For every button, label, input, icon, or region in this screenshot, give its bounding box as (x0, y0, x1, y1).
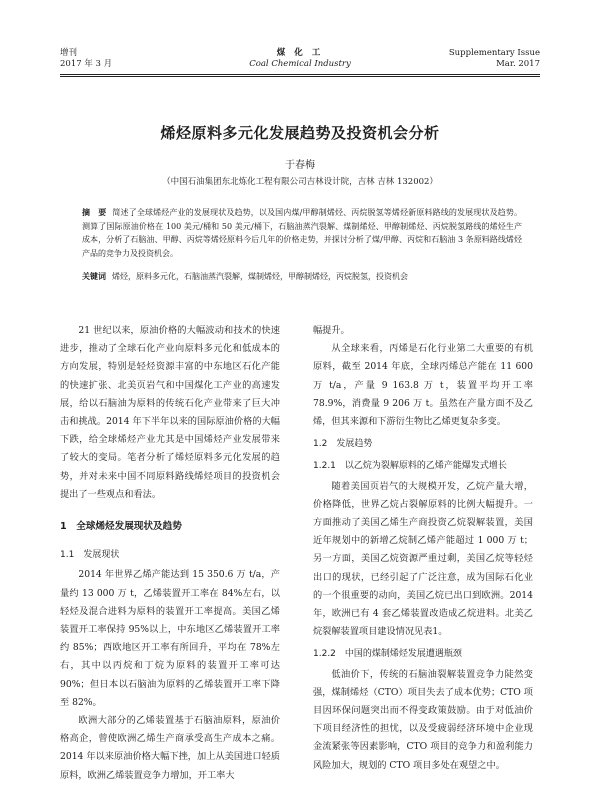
author-affiliation: （中国石油集团东北炼化工程有限公司吉林设计院，吉林 吉林 132002） (162, 177, 438, 187)
body-paragraph: 欧洲大部分的乙烯装置基于石脑油原料，原油价格高企，曾使欧洲乙烯生产商承受高生产成本之痛。2014 年以来原油价格大幅下挫，加上从美国进口轻质原料，欧洲乙烯装置竞争力增加，开工率大 (60, 715, 280, 781)
right-column (313, 322, 533, 775)
journal-name-en: Coal Chemical Industry (249, 59, 351, 69)
subsection-heading: 1.1 发展现状 (60, 550, 120, 561)
keywords-label: 关键词 (82, 272, 106, 281)
body-paragraph: 从全球来看，丙烯是石化行业第二大重要的有机原料，截至 2014 年底，全球丙烯总产能在 11 600 万 t/a，产量 9 163.8 万 t，装置平均开工率 78.9%，消费量 9 206 万 t。虽然在产量方面不及乙烯，但其来源和下游衍生物比乙烯更复杂多变。 (313, 343, 533, 428)
subsubsection-heading: 1.2.1 以乙烷为裂解原料的乙烯产能爆发式增长 (313, 461, 507, 472)
journal-issue-info-en (449, 48, 540, 70)
subsection-heading: 1.2 发展趋势 (313, 439, 373, 450)
journal-name-cn: 煤 化 工 (276, 48, 324, 58)
article-title: 烯烃原料多元化发展趋势及投资机会分析 (160, 124, 440, 142)
body-paragraph-continued: 幅提升。 (313, 325, 350, 336)
abstract (82, 206, 522, 260)
article-author: 于春梅 (285, 160, 315, 171)
intro-paragraph: 21 世纪以来，原油价格的大幅波动和技术的快速进步，推动了全球石化产业向原料多元化和低成本的方向发展，特别是轻烃资源丰富的中东地区石化产能的快速扩张、北美页岩气和中国煤化工产业的高速发展，给以石脑油为原料的传统石化产业带来了巨大冲击和挑战。2014 年下半年以来的国际原油价格的大幅下跌，给全球烯烃产业尤其是中国烯烃产业发展带来了较大的变局。笔者分析了烯烃原料多元化发展的趋势，并对未来中国不同原料路线烯烃项目的投资机会提出了一些观点和看法。 (60, 325, 280, 500)
issue-label-en: Supplementary Issue (448, 48, 540, 58)
left-column (60, 322, 280, 785)
subsubsection-heading: 1.2.2 中国的煤制烯烃发展遭遇瓶颈 (313, 649, 462, 660)
body-paragraph: 随着美国页岩气的大规模开发，乙烷产量大增，价格降低，世界乙烷占裂解原料的比例大幅提升。一方面推动了美国乙烯生产商投资乙烷裂解装置，美国近年规划中的新增乙烷制乙烯产能超过 1 000 万 t；另一方面，美国乙烷资源严重过剩，美国乙烷等轻烃出口的现状，已经引起了广泛注意，成为国际石化业的一个很重要的动向，美国乙烷已出口到欧洲。2014 年，欧洲已有 4 套乙烯装置改造成乙烷进料。北美乙烷裂解装置项目建设情况见表1。 (313, 480, 533, 638)
body-paragraph: 2014 年世界乙烯产能达到 15 350.6 万 t/a，产量约 13 000 万 t，乙烯装置开工率在 84%左右，以轻烃及混合进料为原料的装置开工率提高。美国乙烯装置开工率保持 95%以上，中东地区乙烯装置开工率约 85%；西欧地区开工率有所回升，平均在 78%左右，其中以丙烷和丁烷为原料的装置开工率可达 90%；但日本以石脑油为原料的乙烯装置开工率下降至 82%。 (60, 569, 280, 708)
header-rule-thin (60, 76, 540, 77)
issue-label: 增刊 (60, 48, 78, 58)
abstract-text: 简述了全球烯烃产业的发展现状及趋势，以及国内煤/甲醇制烯烃、丙烷脱氢等烯烃新原料路线的发展现状及趋势。测算了国际原油价格在 100 美元/桶和 50 美元/桶下，石脑油蒸汽裂解、煤制烯烃、甲醇制烯烃、丙烷脱氢路线的烯烃生产成本，分析了石脑油、甲醇、丙烷等烯烃原料今后几年的价格走势，并探讨分析了煤/甲醇、丙烷和石脑油 3 条原料路线烯烃产品的竞争力及投资机会。 (82, 208, 522, 258)
keywords-text: 烯烃，原料多元化，石脑油蒸汽裂解，煤制烯烃，甲醇制烯烃，丙烷脱氢，投资机会 (112, 272, 408, 281)
abstract-label: 摘 要 (82, 208, 107, 217)
section-heading: 1 全球烯烃发展现状及趋势 (60, 521, 182, 533)
body-paragraph: 低油价下，传统的石脑油裂解装置竞争力陡然变强，煤制烯烃（CTO）项目失去了成本优势；CTO 项目因环保问题突出而不得变政策鼓励。由于对低油价下项目经济性的担忧，以及受疲弱经济环境中企业现金流紧张等因素影响，CTO 项目的竞争力和盈利能力风险加大，规划的 CTO 项目多处在观望之中。 (313, 668, 533, 771)
issue-date: 2017 年 3 月 (60, 59, 113, 69)
issue-date-en: Mar. 2017 (496, 59, 540, 69)
keywords (82, 270, 522, 283)
header-rule (60, 74, 540, 75)
